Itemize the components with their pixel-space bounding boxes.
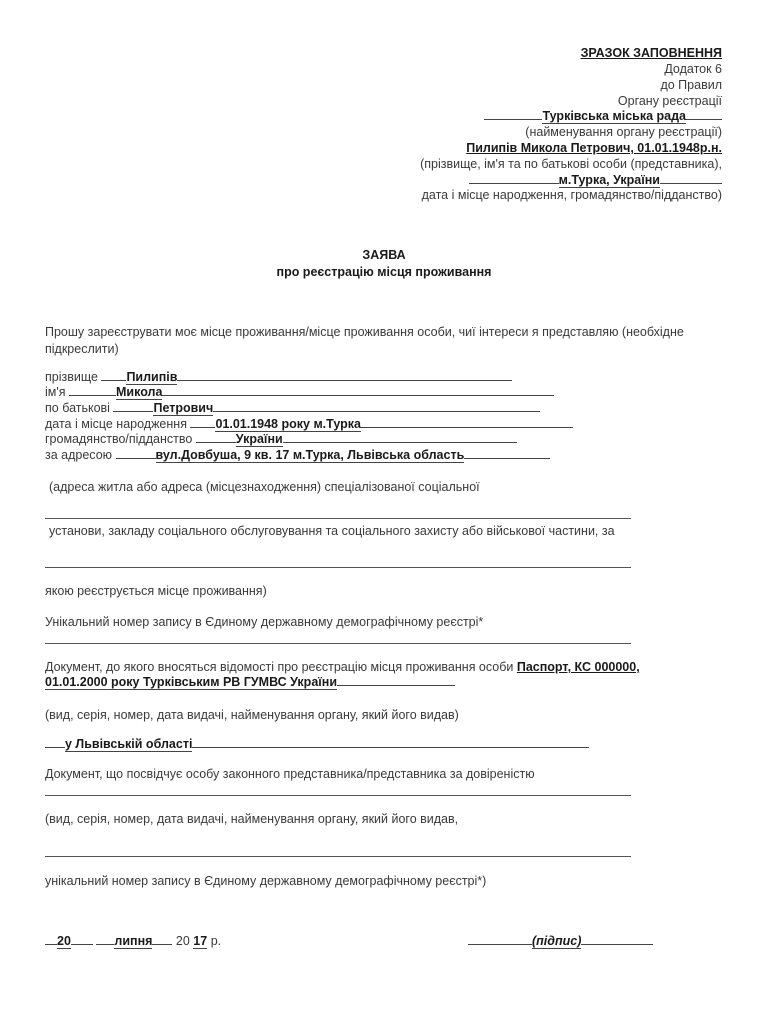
birthplace-hint: дата і місце народження, громадянство/підданство) <box>421 188 722 202</box>
date-month: липня <box>114 934 153 948</box>
rules-label: до Правил <box>660 78 722 92</box>
organ-hint: (найменування органу реєстрації) <box>525 125 722 139</box>
document-region-row <box>45 737 589 751</box>
signature-label: (підпис) <box>532 934 582 948</box>
surname-label: прізвище <box>45 370 98 384</box>
organ-label: Органу реєстрації <box>617 94 722 108</box>
blank-line <box>45 795 631 796</box>
request-text-line1: Прошу зареєструвати моє місце проживання/місце проживання особи, чиї інтереси я представляю (необхідне <box>45 325 684 339</box>
unique-record-label-2: унікальний номер запису в Єдиному державному демографічному реєстрі*) <box>45 874 487 888</box>
document-value-row <box>45 675 455 689</box>
document-intro-row <box>45 660 640 674</box>
organ-name-line <box>484 109 722 123</box>
document-hint: (вид, серія, номер, дата видачі, найменування органу, який його видав) <box>45 708 459 722</box>
citizenship-row <box>45 432 517 446</box>
document-subtitle: про реєстрацію місця проживання <box>276 265 492 279</box>
date-year-unit: р. <box>210 934 222 948</box>
residence-hint-line3: якою реєструється місце проживання) <box>45 584 267 598</box>
date-year-prefix: 20 <box>175 934 190 948</box>
name-value: Микола <box>116 385 163 399</box>
organ-name: Турківська міська рада <box>542 109 686 123</box>
citizenship-value: України <box>235 432 283 446</box>
request-text-line2: підкреслити) <box>45 342 119 356</box>
address-label: за адресою <box>45 448 113 462</box>
blank-line <box>45 856 631 857</box>
blank-line <box>45 518 631 519</box>
representative-hint: (вид, серія, номер, дата видачі, найменування органу, який його видав, <box>45 812 459 826</box>
document-region: у Львівській області <box>65 737 193 751</box>
birthplace-value: м.Турка, України <box>558 173 660 187</box>
sample-heading: ЗРАЗОК ЗАПОВНЕННЯ <box>580 46 722 60</box>
birthplace-line <box>469 173 722 187</box>
date-year-suffix: 17 <box>193 934 208 948</box>
surname-row <box>45 370 512 384</box>
representative-doc-label: Документ, що посвідчує особу законного представника/представника за довіреністю <box>45 767 535 781</box>
patronymic-label: по батькові <box>45 401 110 415</box>
document-title: ЗАЯВА <box>362 248 406 262</box>
birth-label: дата і місце народження <box>45 417 187 431</box>
surname-value: Пилипів <box>126 370 178 384</box>
date-day: 20 <box>57 934 71 948</box>
citizenship-label: громадянство/підданство <box>45 432 193 446</box>
applicant-name: Пилипів Микола Петрович, 01.01.1948р.н. <box>466 141 722 155</box>
patronymic-value: Петрович <box>153 401 214 415</box>
document-value-line1: Паспорт, КС 000000, <box>516 660 640 674</box>
birth-row <box>45 417 573 431</box>
name-label: ім'я <box>45 385 66 399</box>
signature-row <box>468 934 653 948</box>
residence-hint-line2: установи, закладу соціального обслуговування та соціального захисту або військової частини, за <box>49 524 615 538</box>
address-value: вул.Довбуша, 9 кв. 17 м.Турка, Львівська область <box>155 448 465 462</box>
appendix-label: Додаток 6 <box>664 62 722 76</box>
address-row <box>45 448 550 462</box>
name-row <box>45 385 554 399</box>
patronymic-row <box>45 401 540 415</box>
blank-line <box>45 567 631 568</box>
document-value-line2: 01.01.2000 року Турківським РВ ГУМВС України <box>45 675 338 689</box>
residence-hint-line1: (адреса житла або адреса (місцезнаходження) спеціалізованої соціальної <box>49 480 480 494</box>
unique-record-label: Унікальний номер запису в Єдиному державному демографічному реєстрі* <box>45 615 484 629</box>
blank-line <box>45 643 631 644</box>
applicant-hint: (прізвище, ім'я та по батькові особи (представника), <box>420 157 722 171</box>
birth-value: 01.01.1948 року м.Турка <box>215 417 361 431</box>
date-row <box>45 934 221 948</box>
document-intro: Документ, до якого вносяться відомості про реєстрацію місця проживання особи <box>45 660 514 674</box>
